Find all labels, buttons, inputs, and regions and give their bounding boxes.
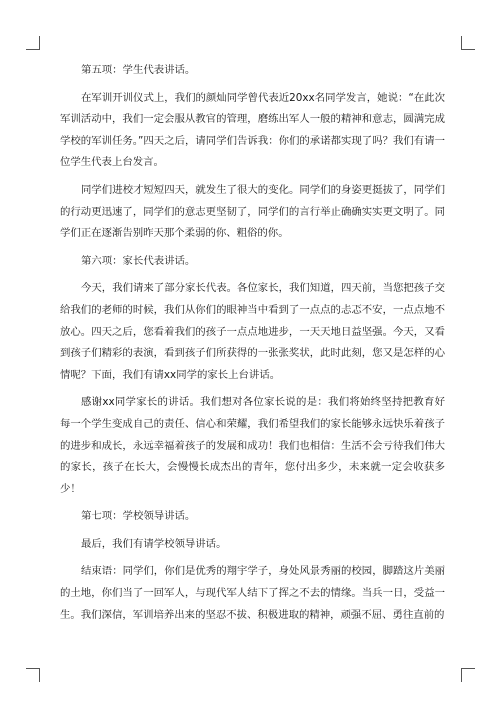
- section-heading-student-speech: 第五项：学生代表讲话。: [81, 64, 196, 76]
- crop-mark-bottom-right: [461, 668, 475, 682]
- section-heading-parent-speech: 第六项：家长代表讲话。: [81, 254, 196, 267]
- paragraph-student-changes: 同学们进校才短短四天，就发生了很大的变化。同学们的身姿更挺拔了，同学们的行动更迅速了，同学们的意志更坚韧了，同学们的言行举止确确实实更文明了。同学们正在逐渐告别昨天那个柔弱的你、粗俗的你。: [60, 183, 445, 240]
- section-heading-leader-speech: 第七项：学校领导讲话。: [81, 510, 196, 523]
- document-body: [60, 60, 445, 632]
- paragraph-thanks-parent: 感谢xx同学家长的讲话。我们想对各位家长说的是：我们将始终坚持把教育好每一个学生变成自己的责任、信心和荣耀，我们希望我们的家长能够永远快乐着孩子的进步和成长，永远幸福着孩子的发展和成功！我们也相信：生活不会亏待我们伟大的家长，孩子在长大，会慢慢长成杰出的青年，您付出多少，未来就一定会收获多少！: [60, 396, 445, 495]
- crop-mark-bottom-left: [26, 668, 40, 682]
- paragraph-opening-ceremony: 在军训开训仪式上，我们的颜灿同学曾代表近20xx名同学发言，她说：“在此次军训活动中，我们一定会服从教官的管理，磨练出军人一般的精神和意志，圆满完成学校的军训任务。”四天之后，请同学们告诉我：你们的承诺都实现了吗？我们有请一位学生代表上台发言。: [60, 91, 445, 169]
- paragraph-conclusion: 结束语：同学们，你们是优秀的翔宇学子，身处风景秀丽的校园，脚踏这片美丽的土地，你们当了一回军人，与现代军人结下了挥之不去的情缘。当兵一日，受益一生。我们深信，军训培养出来的坚忍不拔、积极进取的精神，顽强不屈、勇往直前的: [60, 565, 445, 621]
- crop-mark-top-left: [26, 36, 40, 50]
- crop-mark-top-right: [461, 36, 475, 50]
- paragraph-parents-invited: 今天，我们请来了部分家长代表。各位家长，我们知道，四天前，当您把孩子交给我们的老师的时候，我们从你们的眼神当中看到了一点点的忐忑不安，一点点地不放心。四天之后，您看着我们的孩子一点点地进步，一天天地日益坚强。今天，又看到孩子们精彩的表演，看到孩子们所获得的一张张奖状，此时此刻，您又是怎样的心情呢？下面，我们有请xx同学的家长上台讲话。: [60, 282, 445, 381]
- paragraph-leader-invite: 最后，我们有请学校领导讲话。: [81, 537, 227, 550]
